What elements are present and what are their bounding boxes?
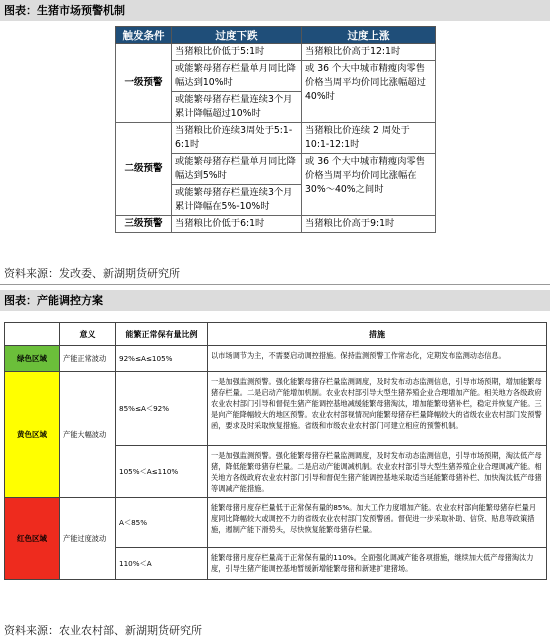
- section1-title-bar: [0, 0, 550, 21]
- table-header-row: [116, 27, 436, 44]
- level-cell: 二级预警: [116, 123, 172, 216]
- measure-cell: 以市场调节为主，不需要启动调控措施。保持监测预警工作常态化，定期发布监测动态信息。: [208, 346, 547, 372]
- rise-condition: 当猪粮比价高于12:1时: [302, 44, 436, 61]
- table-header-row: [5, 323, 547, 346]
- header-over-decline: 过度下跌: [172, 27, 302, 44]
- ratio-cell: 110%＜A: [116, 548, 208, 580]
- zone-meaning: 产能正常波动: [60, 346, 116, 372]
- table-row: [5, 372, 547, 446]
- ratio-cell: 92%≤A≤105%: [116, 346, 208, 372]
- zone-yellow: 黄色区域: [5, 372, 60, 498]
- section1-source: 资料来源：发改委、新湖期货研究所: [4, 267, 180, 280]
- capacity-control-table: [4, 322, 547, 580]
- section2-source: 资料来源：农业农村部、新湖期货研究所: [4, 624, 202, 637]
- measure-cell: 一是加强监测预警。强化能繁母猪存栏量监测调度，及时发布动态监测信息，引导市场预期，淘汰低产母猪，降低能繁母猪存栏量。二是启动产能调减机制。农业农村部引导大型生猪养殖企业合理调减产能。相关地方各级政府农业农村部门引导和督促生猪产能调控基地采取适当延能繁母猪补栏、加快淘汰低产母猪等调减产能措施。: [208, 446, 547, 498]
- measure-cell: 一是加强监测预警。强化能繁母猪存栏量监测调度，及时发布动态监测信息，引导市场预期，增加能繁母猪存栏量。二是启动产能增加机制。农业农村部引导大型生猪养殖企业合理增加产能。相关地方各级政府农业农村部门引导和督促生猪产能调控基地减缓能繁母猪淘汰，增加能繁母猪补栏，稳定并恢复产能。三是向产能降幅较大的地区预警。农业农村部视情况向能繁母猪存栏量降幅较大的省级农业农村部门发预警函，要求及时采取恢复措施。省级和市级农业农村部门可建立相应的预警机制。: [208, 372, 547, 446]
- header-zone: [5, 323, 60, 346]
- level-cell: 三级预警: [116, 216, 172, 233]
- header-meaning: 意义: [60, 323, 116, 346]
- decline-condition: 当猪粮比价低于5:1时: [172, 44, 302, 61]
- table-row: [116, 44, 436, 61]
- table-row: [116, 216, 436, 233]
- measure-cell: 能繁母猪月度存栏量高于正常保有量的110%。全面强化调减产能各项措施，继续加大低产母猪淘汰力度，引导生猪产能调控基地暂缓新增能繁母猪和新建扩建猪场。: [208, 548, 547, 580]
- table-row: [116, 123, 436, 154]
- rise-condition: 当猪粮比价高于9:1时: [302, 216, 436, 233]
- zone-meaning: 产能大幅波动: [60, 372, 116, 498]
- decline-condition: 或能繁母猪存栏量连续3个月累计降幅超过10%时: [172, 92, 302, 123]
- decline-condition: 或能繁母猪存栏量单月同比降幅达到10%时: [172, 61, 302, 92]
- zone-meaning: 产能过度波动: [60, 498, 116, 580]
- section2-title-bar: [0, 290, 550, 311]
- ratio-cell: A＜85%: [116, 498, 208, 548]
- divider: [0, 284, 550, 285]
- header-ratio: 能繁正常保有量比例: [116, 323, 208, 346]
- zone-red: 红色区域: [5, 498, 60, 580]
- table-row: [5, 346, 547, 372]
- rise-condition: 或 36 个大中城市精瘦肉零售价格当周平均价同比涨幅超过 40%时: [302, 61, 436, 123]
- level-cell: 一级预警: [116, 44, 172, 123]
- ratio-cell: 85%≤A＜92%: [116, 372, 208, 446]
- header-over-rise: 过度上涨: [302, 27, 436, 44]
- measure-cell: 能繁母猪月度存栏量低于正常保有量的85%。加大工作力度增加产能。农业农村部向能繁母猪存栏量月度同比降幅较大或调控不力的省级农业农村部门发预警函。督促进一步采取补助、信贷、贴息等政策措施，遏制产能下滑势头，尽快恢复能繁母猪存栏量。: [208, 498, 547, 548]
- ratio-cell: 105%＜A≤110%: [116, 446, 208, 498]
- table-row: [5, 498, 547, 548]
- rise-condition: 或 36 个大中城市精瘦肉零售价格当周平均价同比涨幅在 30%～40%之间时: [302, 154, 436, 216]
- warning-mechanism-table: [115, 26, 436, 233]
- header-trigger: 触发条件: [116, 27, 172, 44]
- zone-green: 绿色区域: [5, 346, 60, 372]
- decline-condition: 当猪粮比价连续3周处于5:1-6:1时: [172, 123, 302, 154]
- section2-title: 图表：产能调控方案: [4, 294, 103, 307]
- header-measures: 措施: [208, 323, 547, 346]
- decline-condition: 或能繁母猪存栏量连续3个月累计降幅在5%-10%时: [172, 185, 302, 216]
- rise-condition: 当猪粮比价连续 2 周处于10:1-12:1时: [302, 123, 436, 154]
- decline-condition: 或能繁母猪存栏量单月同比降幅达到5%时: [172, 154, 302, 185]
- section1-title: 图表：生猪市场预警机制: [4, 4, 125, 17]
- decline-condition: 当猪粮比价低于6:1时: [172, 216, 302, 233]
